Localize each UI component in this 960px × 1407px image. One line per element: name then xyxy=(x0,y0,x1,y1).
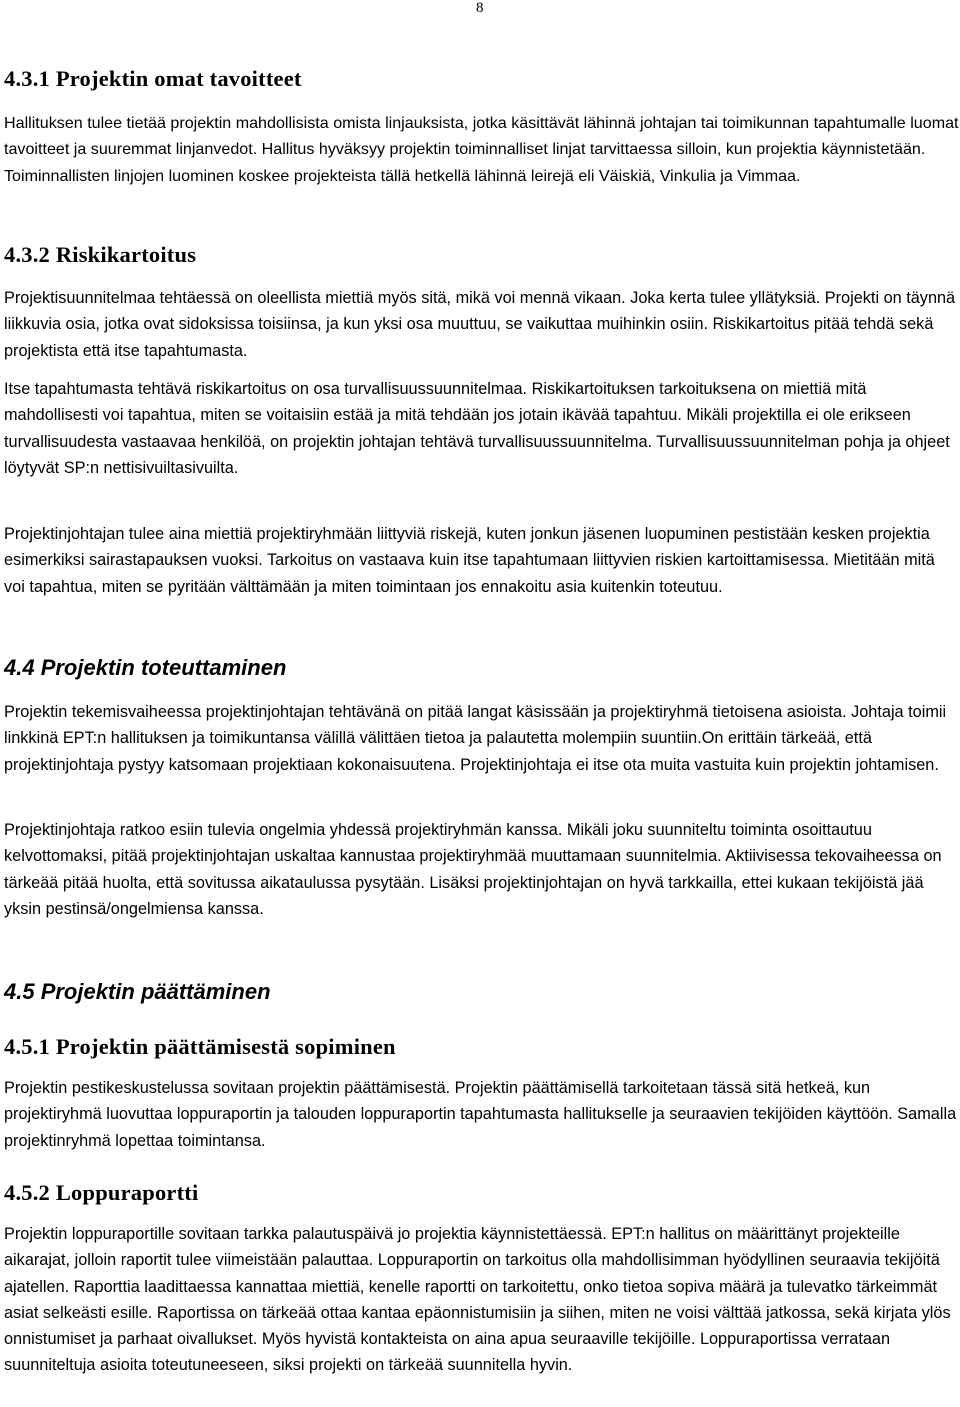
paragraph-4-4-2: Projektinjohtaja ratkoo esiin tulevia ongelmia yhdessä projektiryhmän kanssa. Mikäli joku suunniteltu toiminta osoittautuu kelvottomaksi, pitää projektinjohtajan uskaltaa kannustaa projektiryhmää muuttamaan suunnitelmia. Aktiivisessa tekovaiheessa on tärkeää pitää huolta, että sovitussa aikataulussa pysytään. Lisäksi projektinjohtajan on hyvä tarkkailla, ettei kukaan tekijöistä jää yksin pestinsä/ongelmiensa kanssa. xyxy=(4,821,942,918)
heading-4-4: 4.4 Projektin toteuttaminen xyxy=(4,655,287,680)
heading-4-3-1: 4.3.1 Projektin omat tavoitteet xyxy=(4,66,302,91)
heading-4-5-1: 4.5.1 Projektin päättämisestä sopiminen xyxy=(4,1034,396,1059)
paragraph-4-5-2-1: Projektin loppuraportille sovitaan tarkka palautuspäivä jo projektia käynnistettäessä. EPT:n hallitus on määrittänyt projekteille aikarajat, jolloin raportit tulee viimeistään palauttaa. Loppuraportin on tarkoitus olla mahdollisimman hyödyllinen seuraavia tekijöitä ajatellen. Raporttia laadittaessa kannattaa miettiä, kenelle raportti on tarkoitettu, onko tietoa sopiva määrä ja tulevatko tärkeimmät asiat selkeästi esille. Raportissa on tärkeää ottaa kantaa epäonnistumisiin ja siihen, miten ne voisi välttää jatkossa, sekä kirjata ylös onnistumiset ja parhaat oivallukset. Myös hyvistä kontakteista on aina apua seuraaville tekijöille. Loppuraportissa verrataan suunniteltuja asioita toteutuneeseen, siksi projekti on tärkeää suunnitella hyvin. xyxy=(4,1225,951,1375)
paragraph-4-3-2-3: Projektinjohtajan tulee aina miettiä projektiryhmään liittyviä riskejä, kuten jonkun jäsenen luopuminen pestistään kesken projektia esimerkiksi sairastapauksen vuoksi. Tarkoitus on vastaava kuin itse tapahtumaan liittyvien riskien kartoittamisessa. Mietitään mitä voi tapahtua, miten se pyritään välttämään ja miten toimintaan jos ennakoitu asia kuitenkin toteutuu. xyxy=(4,525,935,596)
heading-4-5: 4.5 Projektin päättäminen xyxy=(4,979,271,1004)
page-number: 8 xyxy=(476,0,484,16)
paragraph-4-3-2-1: Projektisuunnitelmaa tehtäessä on oleellista miettiä myös sitä, mikä voi mennä vikaan. Joka kerta tulee yllätyksiä. Projekti on täynnä liikkuvia osia, jotka ovat sidoksissa toisiinsa, ja kun yksi osa muuttuu, se vaikuttaa muihinkin osiin. Riskikartoitus pitää tehdä sekä projektista että itse tapahtumasta. xyxy=(4,289,956,360)
paragraph-4-3-2-2: Itse tapahtumasta tehtävä riskikartoitus on osa turvallisuussuunnitelmaa. Riskikartoituksen tarkoituksena on miettiä mitä mahdollisesti voi tapahtua, miten se voitaisiin estää ja mitä tehdään jos jotain ikävää tapahtuu. Mikäli projektilla ei ole erikseen turvallisuudesta vastaavaa henkilöä, on projektin johtajan tehtävä turvallisuussuunnitelma. Turvallisuussuunnitelman pohja ja ohjeet löytyvät SP:n nettisivuiltasivuilta. xyxy=(4,380,950,477)
paragraph-4-4-1: Projektin tekemisvaiheessa projektinjohtajan tehtävänä on pitää langat käsissään ja projektiryhmä tietoisena asioista. Johtaja toimii linkkinä EPT:n hallituksen ja toimikuntansa välillä välittäen tietoa ja palautetta molempiin suuntiin.On erittäin tärkeää, että projektinjohtaja pystyy katsomaan projektiaan kokonaisuutena. Projektinjohtaja ei itse ota muita vastuita kuin projektin johtamisen. xyxy=(4,703,947,774)
paragraph-4-3-1-1: Hallituksen tulee tietää projektin mahdollisista omista linjauksista, jotka käsittävät lähinnä johtajan tai toimikunnan tapahtumalle luomat tavoitteet ja suuremmat linjanvedot. Hallitus hyväksyy projektin toiminnalliset linjat tarvittaessa silloin, kun projektia käynnistetään. Toiminnallisten linjojen luominen koskee projekteista tällä hetkellä lähinnä leirejä eli Väiskiä, Vinkulia ja Vimmaa. xyxy=(4,114,959,185)
heading-4-3-2: 4.3.2 Riskikartoitus xyxy=(4,242,197,267)
heading-4-5-2: 4.5.2 Loppuraportti xyxy=(4,1180,199,1205)
paragraph-4-5-1-1: Projektin pestikeskustelussa sovitaan projektin päättämisestä. Projektin päättämisellä tarkoitetaan tässä sitä hetkeä, kun projektiryhmä luovuttaa loppuraportin ja talouden loppuraportin tapahtumasta hallitukselle ja seuraavien tekijöiden käyttöön. Samalla projektinryhmä lopettaa toimintansa. xyxy=(4,1079,957,1150)
